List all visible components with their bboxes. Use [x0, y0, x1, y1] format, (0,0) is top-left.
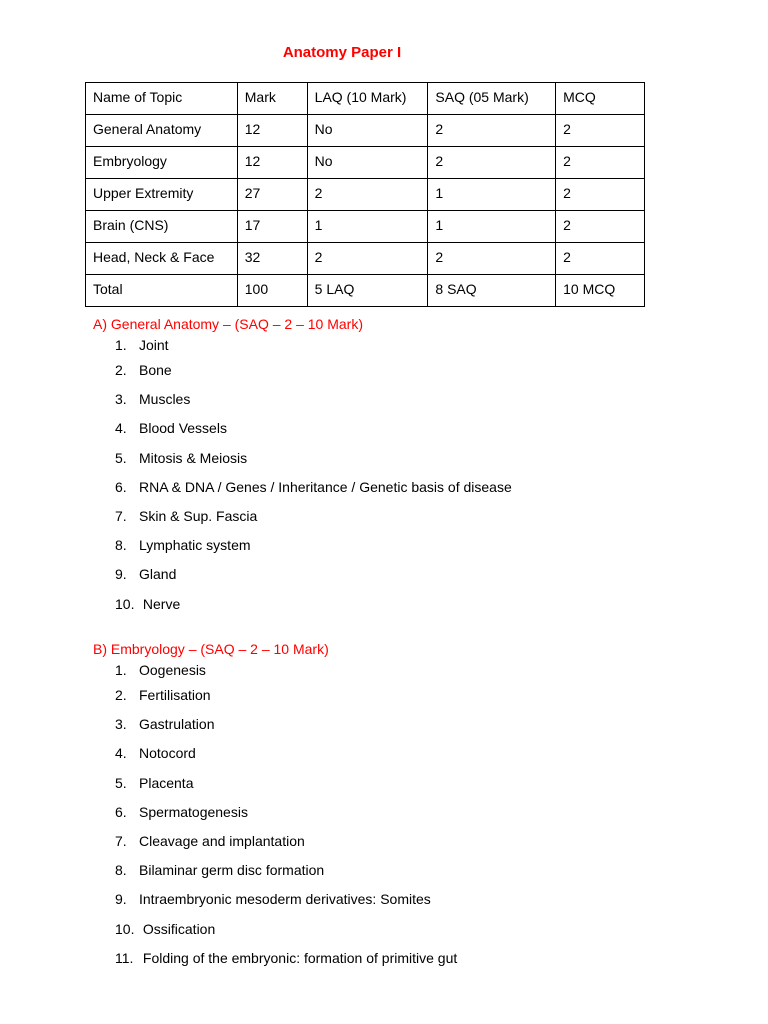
item-text: Notocord [139, 745, 196, 762]
item-number: 3. [115, 391, 127, 408]
table-cell: 2 [307, 243, 428, 275]
table-cell: 2 [556, 179, 645, 211]
table-cell: 1 [428, 211, 556, 243]
table-cell: General Anatomy [86, 115, 238, 147]
topic-list [115, 660, 457, 973]
table-cell: 1 [428, 179, 556, 211]
item-text: Nerve [139, 595, 181, 612]
list-item [115, 335, 512, 356]
table-header-row [86, 83, 645, 115]
item-number: 11. [115, 949, 134, 966]
table-cell: No [307, 147, 428, 179]
list-item [115, 590, 512, 619]
table-cell: 1 [307, 211, 428, 243]
item-number: 9. [115, 566, 127, 583]
table-cell: 12 [237, 115, 307, 147]
table-row [86, 147, 645, 179]
list-item [115, 885, 457, 914]
table-cell: 2 [307, 179, 428, 211]
item-text: Intraembryonic mesoderm derivatives: Somites [139, 891, 431, 908]
table-cell: 17 [237, 211, 307, 243]
item-number: 7. [115, 507, 127, 524]
table-cell: 2 [556, 211, 645, 243]
item-number: 8. [115, 537, 127, 554]
list-item [115, 827, 457, 856]
list-item [115, 739, 457, 768]
table-cell: 12 [237, 147, 307, 179]
table-cell: 8 SAQ [428, 275, 556, 307]
item-number: 5. [115, 774, 127, 791]
item-text: Lymphatic system [139, 537, 251, 554]
item-number: 9. [115, 891, 127, 908]
item-text: Oogenesis [139, 662, 206, 678]
item-text: Bone [139, 362, 172, 378]
section-heading: A) General Anatomy – (SAQ – 2 – 10 Mark) [93, 316, 364, 332]
list-item [115, 856, 457, 885]
list-item [115, 473, 512, 502]
table-cell: 100 [237, 275, 307, 307]
item-number: 4. [115, 420, 127, 437]
table-cell: 2 [556, 115, 645, 147]
list-item [115, 681, 457, 710]
table-cell: 2 [428, 115, 556, 147]
item-number: 10. [115, 595, 135, 612]
list-item [115, 385, 512, 414]
table-row [86, 243, 645, 275]
topics-table [85, 82, 645, 307]
item-text: Ossification [139, 920, 216, 937]
item-text: Fertilisation [139, 687, 211, 703]
table-cell: Upper Extremity [86, 179, 238, 211]
table-row [86, 179, 645, 211]
item-text: Gland [139, 566, 177, 583]
table-cell: Embryology [86, 147, 238, 179]
section-general-anatomy [93, 313, 512, 619]
item-text: Blood Vessels [139, 420, 227, 437]
item-text: Spermatogenesis [139, 803, 248, 820]
list-item [115, 502, 512, 531]
table-cell: 32 [237, 243, 307, 275]
item-number: 7. [115, 832, 127, 849]
table-cell: No [307, 115, 428, 147]
section-heading: B) Embryology – (SAQ – 2 – 10 Mark) [93, 641, 329, 657]
item-number: 6. [115, 478, 127, 495]
item-number: 8. [115, 862, 127, 879]
item-number: 1. [115, 337, 127, 353]
table-cell: 10 MCQ [556, 275, 645, 307]
item-text: Mitosis & Meiosis [139, 449, 248, 466]
table-cell: 27 [237, 179, 307, 211]
item-text: Placenta [139, 774, 194, 791]
item-number: 2. [115, 687, 127, 703]
list-item [115, 531, 512, 560]
item-number: 3. [115, 716, 127, 733]
item-text: Bilaminar germ disc formation [139, 862, 325, 879]
section-embryology [93, 638, 458, 973]
column-header: Mark [237, 83, 307, 115]
table-cell: 2 [428, 147, 556, 179]
table-row [86, 211, 645, 243]
item-number: 2. [115, 362, 127, 378]
item-text: Folding of the embryonic: formation of primitive gut [139, 949, 458, 966]
table-cell: 2 [556, 243, 645, 275]
item-number: 4. [115, 745, 127, 762]
list-item [115, 444, 512, 473]
table-total-row [86, 275, 645, 307]
item-text: Gastrulation [139, 716, 215, 733]
list-item [115, 915, 457, 944]
item-number: 10. [115, 920, 135, 937]
item-text: Joint [139, 337, 169, 353]
item-text: Muscles [139, 391, 191, 408]
table-cell: Total [86, 275, 238, 307]
table-row [86, 115, 645, 147]
table-cell: Brain (CNS) [86, 211, 238, 243]
list-item [115, 769, 457, 798]
page-title: Anatomy Paper I [282, 44, 402, 61]
item-number: 5. [115, 449, 127, 466]
item-text: Skin & Sup. Fascia [139, 507, 258, 524]
item-number: 1. [115, 662, 127, 678]
list-item [115, 414, 512, 443]
list-item [115, 710, 457, 739]
list-item [115, 944, 457, 973]
item-number: 6. [115, 803, 127, 820]
column-header: MCQ [556, 83, 645, 115]
column-header: SAQ (05 Mark) [428, 83, 556, 115]
item-text: Cleavage and implantation [139, 832, 305, 849]
column-header: Name of Topic [86, 83, 238, 115]
table-cell: 2 [556, 147, 645, 179]
column-header: LAQ (10 Mark) [307, 83, 428, 115]
list-item [115, 798, 457, 827]
list-item [115, 560, 512, 589]
table-cell: Head, Neck & Face [86, 243, 238, 275]
topic-list [115, 335, 512, 619]
list-item [115, 660, 457, 681]
item-text: RNA & DNA / Genes / Inheritance / Genetic basis of disease [139, 478, 512, 495]
list-item [115, 356, 512, 385]
table-cell: 5 LAQ [307, 275, 428, 307]
table-cell: 2 [428, 243, 556, 275]
